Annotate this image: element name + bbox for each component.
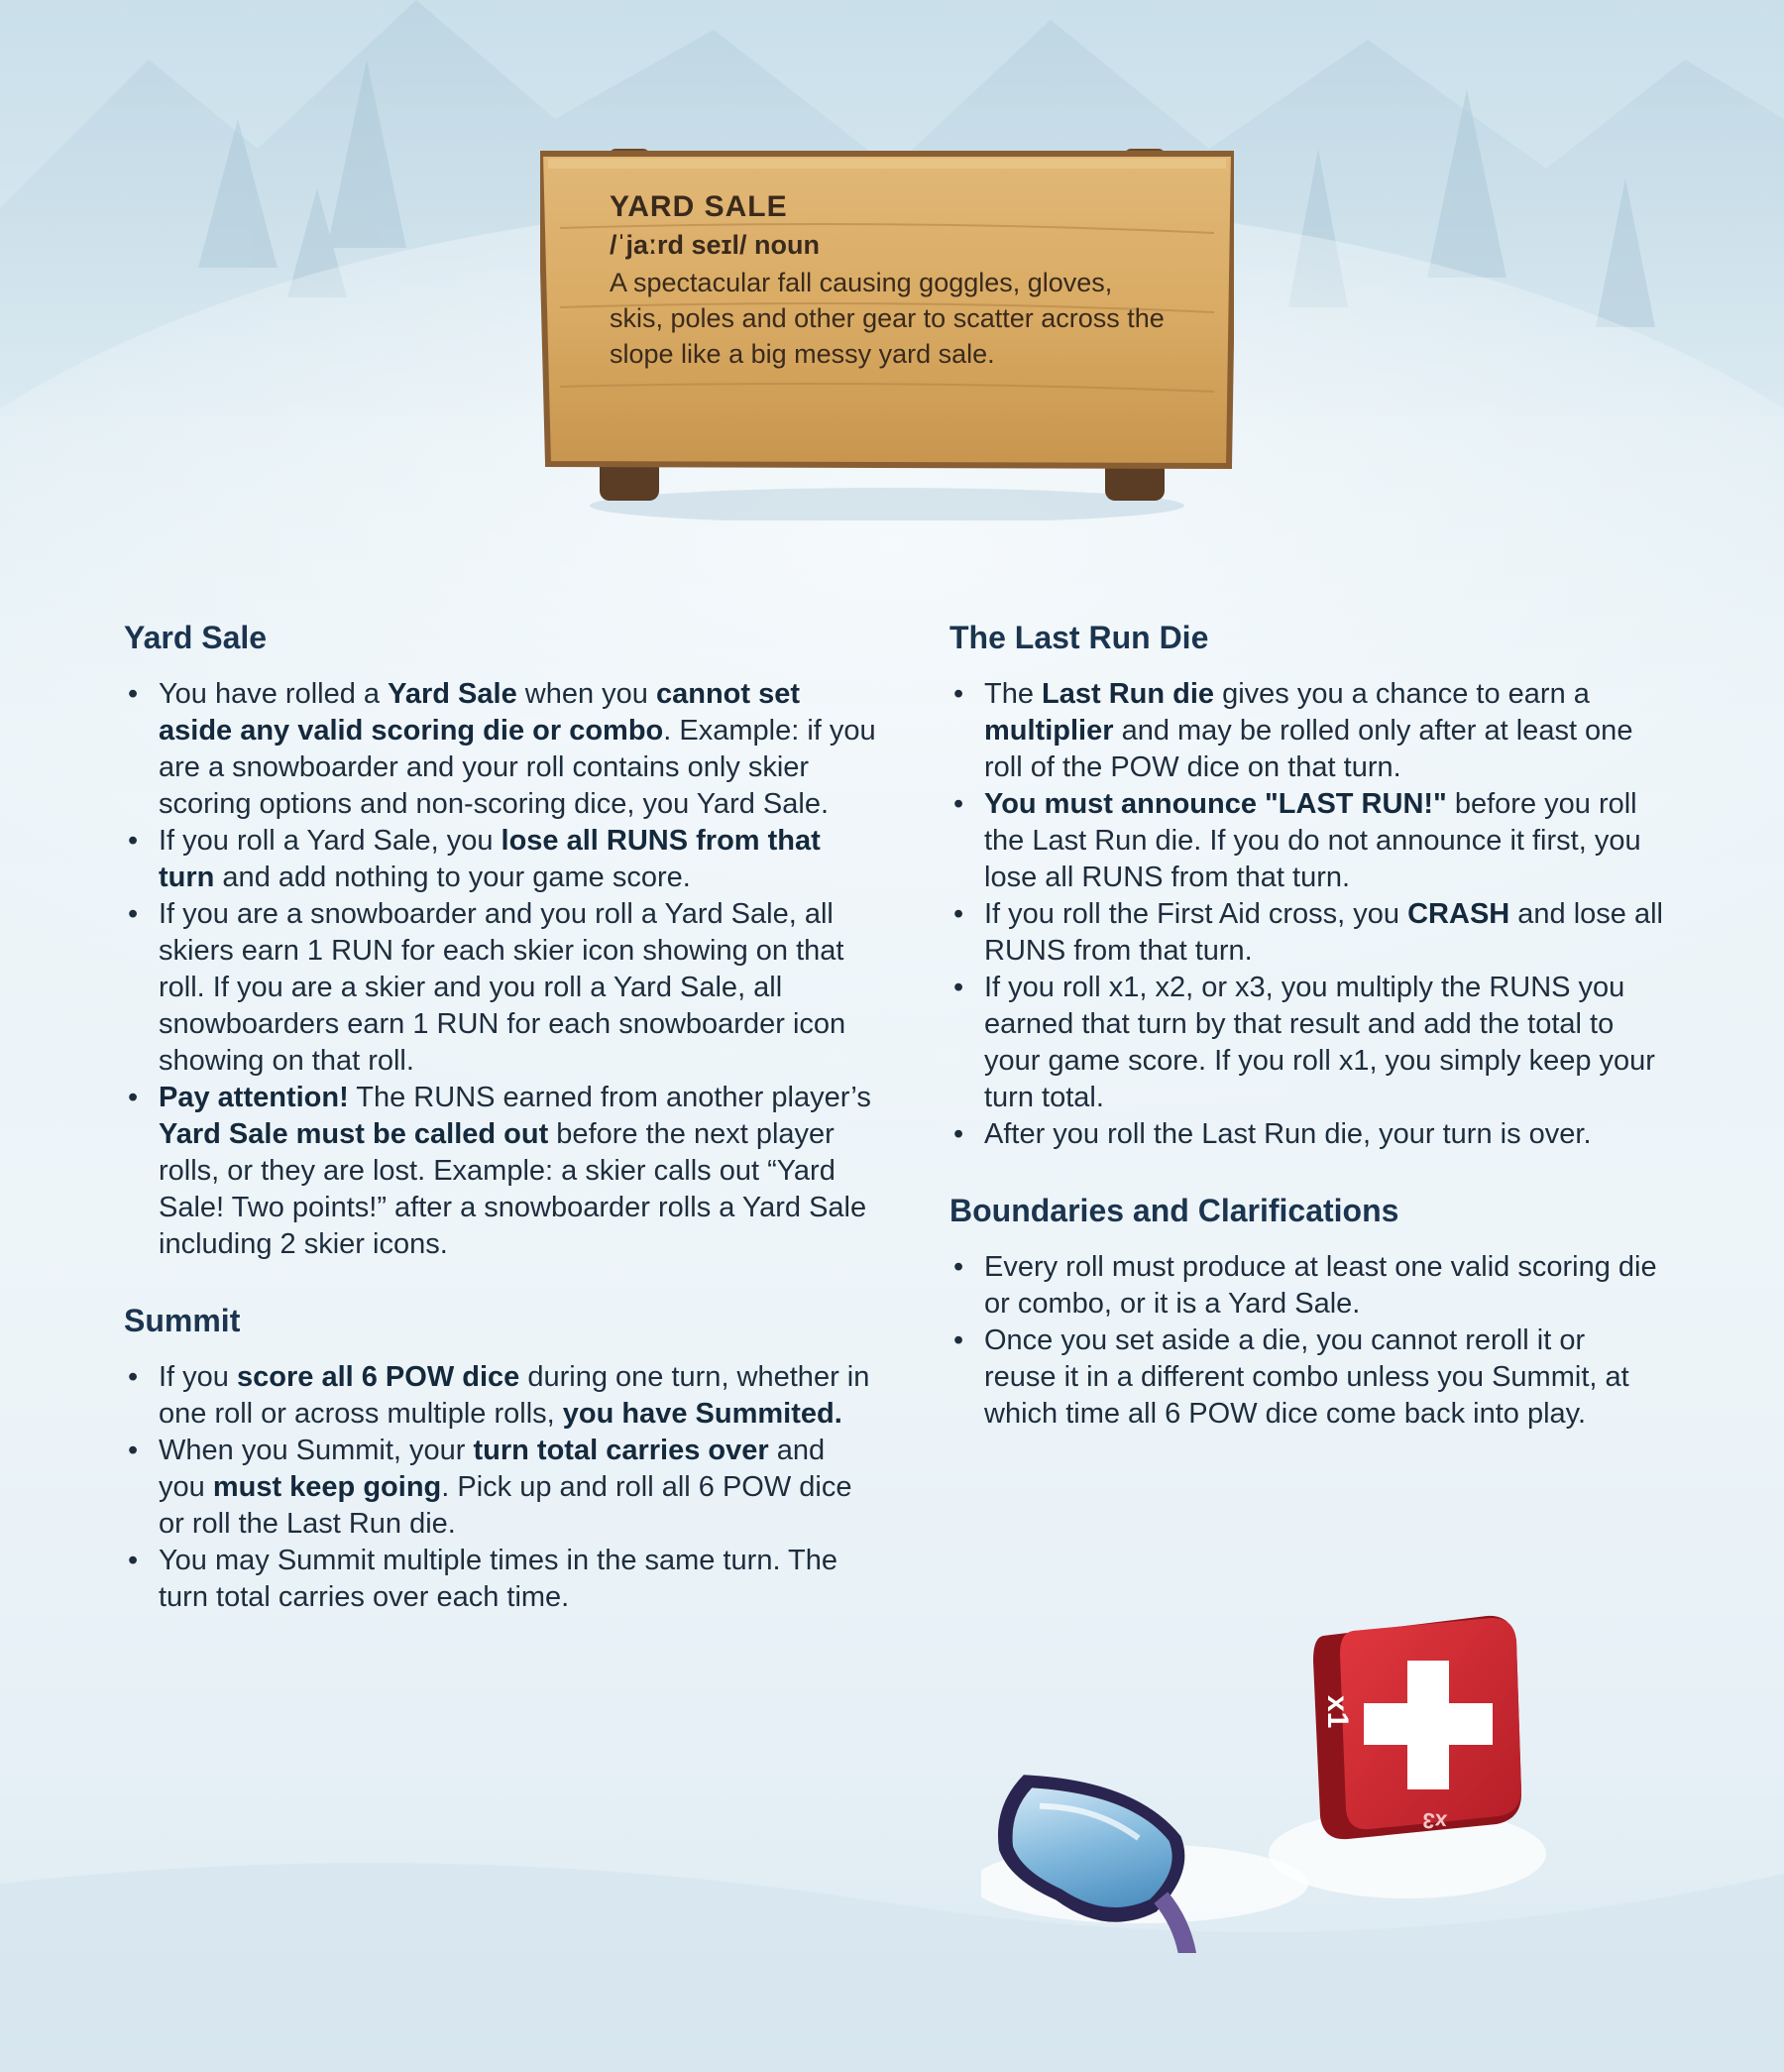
right-column [949,620,1663,1472]
last-run-list [949,676,1663,1153]
text-run: If you are a snowboarder and you roll a Yard Sale, all skiers earn 1 RUN for each skier icon showing on that roll. If you are a skier and you roll a Yard Sale, all snowboarders earn 1 RUN for each snowboarder icon showing on that roll. [159,898,846,1077]
yard-sale-list [124,676,877,1263]
bold-text: CRASH [1407,898,1510,930]
text-run: When you Summit, your [159,1435,474,1466]
summit-section [124,1303,877,1616]
text-run: and may be rolled only after at least one roll of the POW dice on that turn. [984,715,1633,783]
list-item [124,1543,877,1616]
yard-sale-section [124,620,877,1263]
text-run: . Pick up and roll all 6 POW dice or roll the Last Run die. [159,1471,852,1540]
yard-sale-heading: Yard Sale [124,620,268,655]
list-item [949,676,1663,786]
left-column [124,620,877,1656]
bold-text: turn total carries over [473,1435,769,1466]
text-run: If you roll x1, x2, or x3, you multiply the RUNS you earned that turn by that result and add the total to your game score. If you roll x1, you simply keep your turn total. [984,972,1655,1113]
goggles-and-die-illustration [981,1556,1596,1953]
text-run: before you roll the Last Run die. If you do not announce it first, you lose all RUNS from that turn. [984,788,1641,893]
bold-text: score all 6 POW dice [237,1361,520,1393]
list-item [949,1116,1663,1153]
text-run: during one turn, whether in one roll or across multiple rolls, [159,1361,870,1430]
text-run: If you [159,1361,237,1393]
die-face-x1: x1 [1321,1695,1354,1729]
text-run: The [984,678,1043,710]
text-run: If you roll the First Aid cross, you [984,898,1408,930]
list-item [124,1080,877,1263]
bold-text: multiplier [984,715,1114,747]
list-item [949,970,1663,1116]
definition-card [610,190,1165,372]
text-run: gives you a chance to earn a [1214,678,1590,710]
bold-text: you have Summited. [562,1398,842,1430]
bold-text: Yard Sale must be called out [159,1118,549,1150]
last-run-heading: The Last Run Die [949,620,1209,655]
last-run-die-icon [1313,1616,1521,1839]
bold-text: Last Run die [1042,678,1215,710]
text-run: Once you set aside a die, you cannot reroll it or reuse it in a different combo unless you Summit, at which time all 6 POW dice come back into play. [984,1324,1629,1430]
bold-text: Yard Sale [388,678,517,710]
text-run: Every roll must produce at least one valid scoring die or combo, or it is a Yard Sale. [984,1251,1657,1320]
definition-text: A spectacular fall causing goggles, gloves, skis, poles and other gear to scatter across the slope like a big messy yard sale. [610,268,1165,369]
list-item [124,1433,877,1543]
die-face-x3: x3 [1421,1807,1448,1835]
list-item [124,676,877,823]
list-item [949,786,1663,896]
text-run: After you roll the Last Run die, your turn is over. [984,1118,1592,1150]
definition-phonetic: /ˈjaːrd seɪl/ noun [610,230,820,260]
bold-text: lose all RUNS from that turn [159,825,821,893]
bold-text: cannot set aside any valid scoring die or combo [159,678,800,747]
list-item [949,1249,1663,1323]
text-run: before the next player rolls, or they are lost. Example: a skier calls out “Yard Sale! Two points!” after a snowboarder rolls a Yard Sale including 2 skier icons. [159,1118,867,1260]
boundaries-heading: Boundaries and Clarifications [949,1193,1399,1228]
summit-heading: Summit [124,1303,241,1338]
list-item [124,1359,877,1433]
bold-text: Pay attention! [159,1082,349,1113]
bold-text: must keep going [212,1471,442,1503]
text-run: . Example: if you are a snowboarder and your roll contains only skier scoring options and non-scoring dice, you Yard Sale. [159,715,876,820]
boundaries-section [949,1193,1663,1433]
list-item [949,1323,1663,1433]
text-run: and add nothing to your game score. [214,862,691,893]
list-item [949,896,1663,970]
list-item [124,823,877,896]
summit-list [124,1359,877,1616]
text-run: You may Summit multiple times in the same turn. The turn total carries over each time. [159,1545,838,1613]
text-run: If you roll a Yard Sale, you [159,825,502,857]
text-run: and lose all RUNS from that turn. [984,898,1664,967]
text-run: The RUNS earned from another player’s [348,1082,871,1113]
text-run: and you [159,1435,826,1503]
list-item [124,896,877,1080]
text-run: You have rolled a [159,678,389,710]
bold-text: You must announce "LAST RUN!" [984,788,1447,820]
definition-title: YARD SALE [610,190,788,223]
boundaries-list [949,1249,1663,1433]
last-run-section [949,620,1663,1153]
text-run: when you [516,678,656,710]
